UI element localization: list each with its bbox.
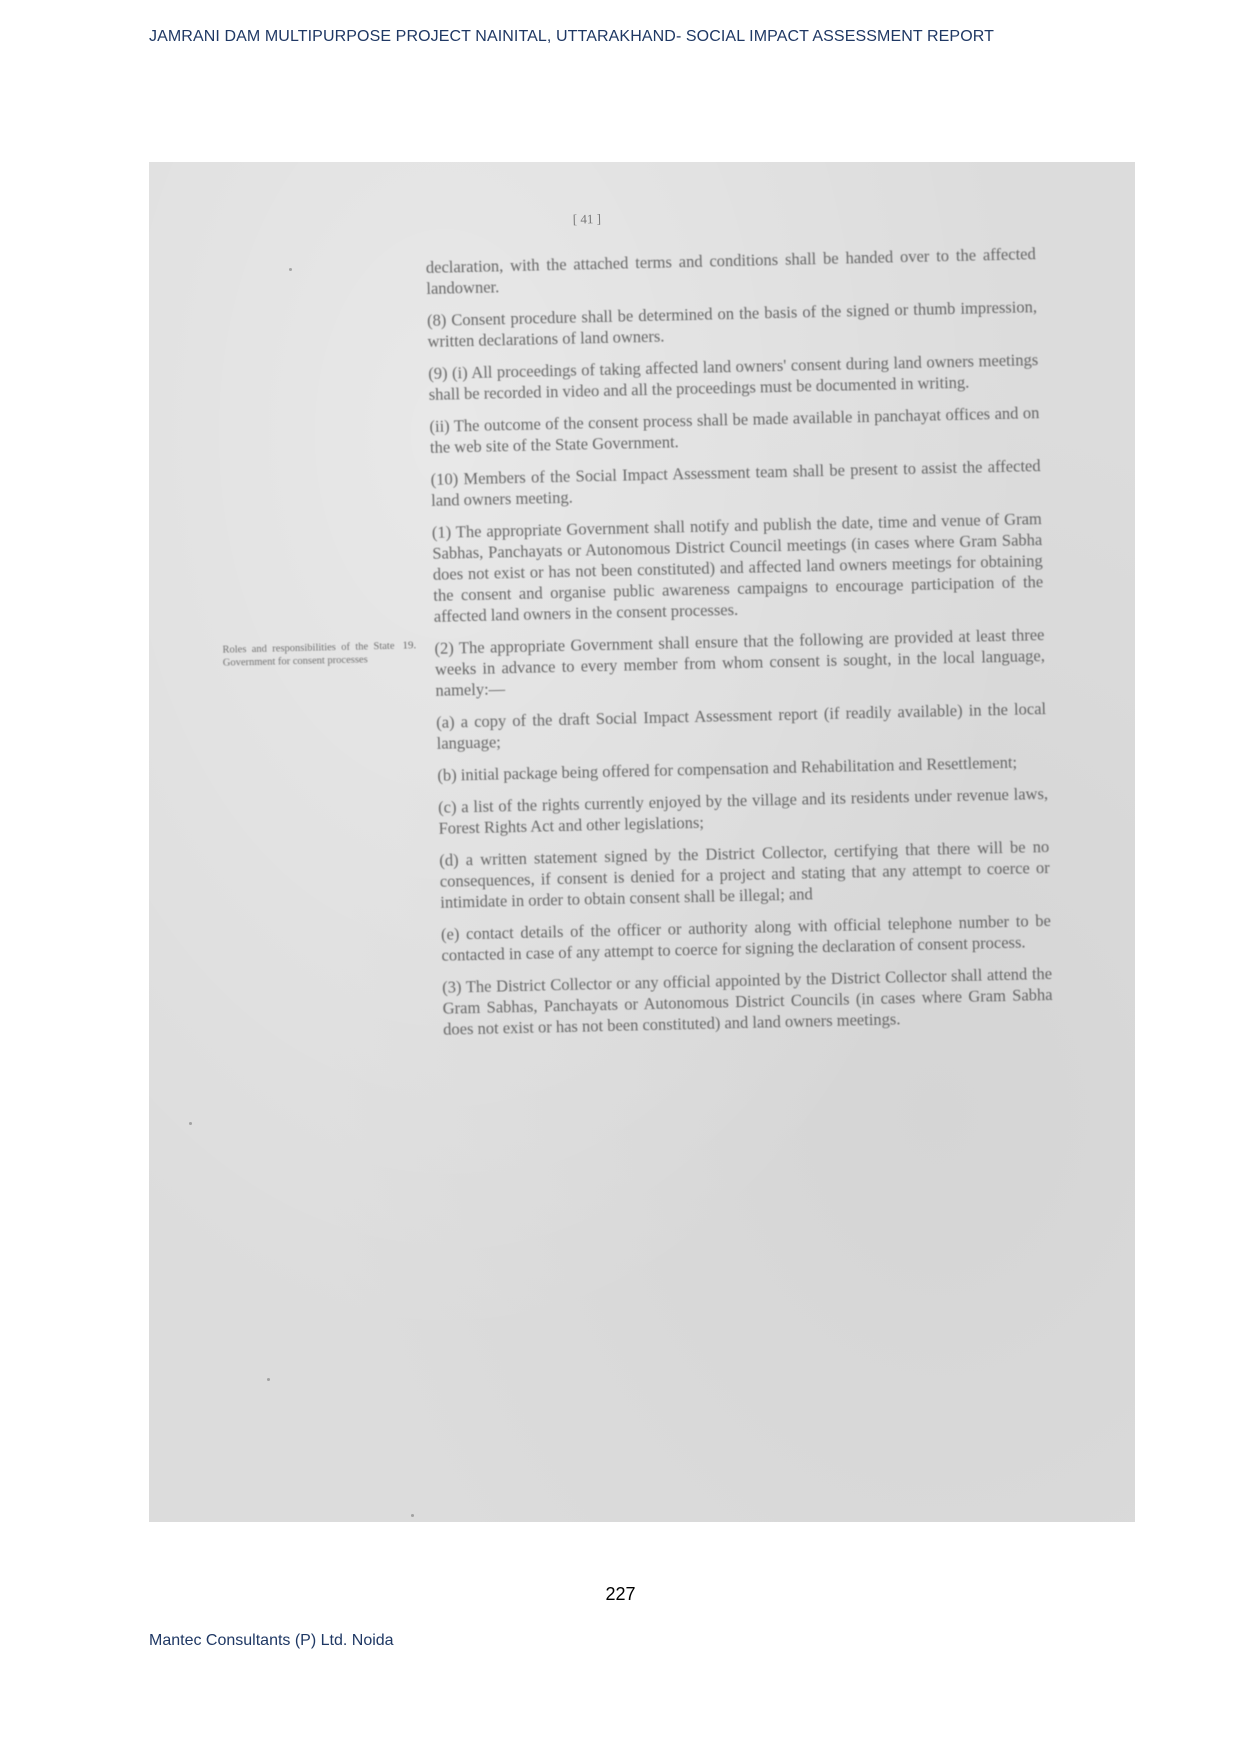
scan-speck xyxy=(411,1514,414,1517)
scan-paragraph: (ii) The outcome of the consent process shall be made available in panchayat offices and on the web site of the State Government. xyxy=(429,403,1040,457)
scan-paragraph: (8) Consent procedure shall be determined on the basis of the signed or thumb impression, written declarations of land owners. xyxy=(426,297,1038,351)
scanned-page-image xyxy=(149,162,1135,1522)
scanned-text-body xyxy=(426,243,1054,1051)
scan-paragraph: (3) The District Collector or any official appointed by the District Collector shall attend the Gram Sabhas, Panchayats or Autonomous District Councils (in cases where Gram Sabha does not exist or has not been constituted) and land owners meetings. xyxy=(442,963,1053,1039)
margin-note: Roles and responsibilities of the State Government for consent processes xyxy=(222,640,395,669)
scanned-page-number: [ 41 ] xyxy=(572,211,602,227)
scan-paragraph: declaration, with the attached terms and conditions shall be handed over to the affected landowner. xyxy=(425,244,1036,298)
section-number: 19. xyxy=(402,639,417,652)
scan-paragraph: (9) (i) All proceedings of taking affected land owners' consent during land owners meetings shall be recorded in video and all the proceedings must be documented in writing. xyxy=(428,350,1039,404)
scan-paragraph: (e) contact details of the officer or authority along with official telephone number to be contacted in case of any attempt to coerce for signing the declaration of consent process. xyxy=(440,910,1052,965)
footer-company: Mantec Consultants (P) Ltd. Noida xyxy=(149,1632,394,1649)
scanned-page-content xyxy=(149,162,1135,1522)
scan-speck xyxy=(189,1122,192,1125)
scan-speck xyxy=(267,1378,270,1381)
report-header: JAMRANI DAM MULTIPURPOSE PROJECT NAINITAL, UTTARAKHAND- SOCIAL IMPACT ASSESSMENT REPORT xyxy=(149,28,994,45)
scan-paragraph: (2) The appropriate Government shall ensure that the following are provided at least three weeks in advance to every member from whom consent is sought, in the local language, namely:— xyxy=(434,625,1046,700)
scan-paragraph: (c) a list of the rights currently enjoyed by the village and its residents under revenue laws, Forest Rights Act and other legislations; xyxy=(437,784,1049,838)
page-number: 227 xyxy=(605,1584,636,1604)
scan-paragraph: (1) The appropriate Government shall notify and publish the date, time and venue of Gram Sabhas, Panchayats or Autonomous District Council meetings (in cases where Gram Sabha does not exist or has not been constituted) and affected land owners meetings for obtaining the consent and organise public awareness campaigns to encourage participation of the affected land owners in the consent processes. xyxy=(431,509,1044,626)
scan-paragraph: (b) initial package being offered for compensation and Rehabilitation and Resettlement; xyxy=(437,752,1018,785)
scan-paragraph: (a) a copy of the draft Social Impact Assessment report (if readily available) in the local language; xyxy=(435,699,1047,753)
scan-paragraph: (10) Members of the Social Impact Assessment team shall be present to assist the affected land owners meeting. xyxy=(430,456,1041,510)
scan-paragraph: (d) a written statement signed by the District Collector, certifying that there will be no consequences, if consent is denied for a project and stating that any attempt to coerce or intimidate in order to obtain consent shall be illegal; and xyxy=(439,837,1050,912)
scan-speck xyxy=(289,268,292,271)
